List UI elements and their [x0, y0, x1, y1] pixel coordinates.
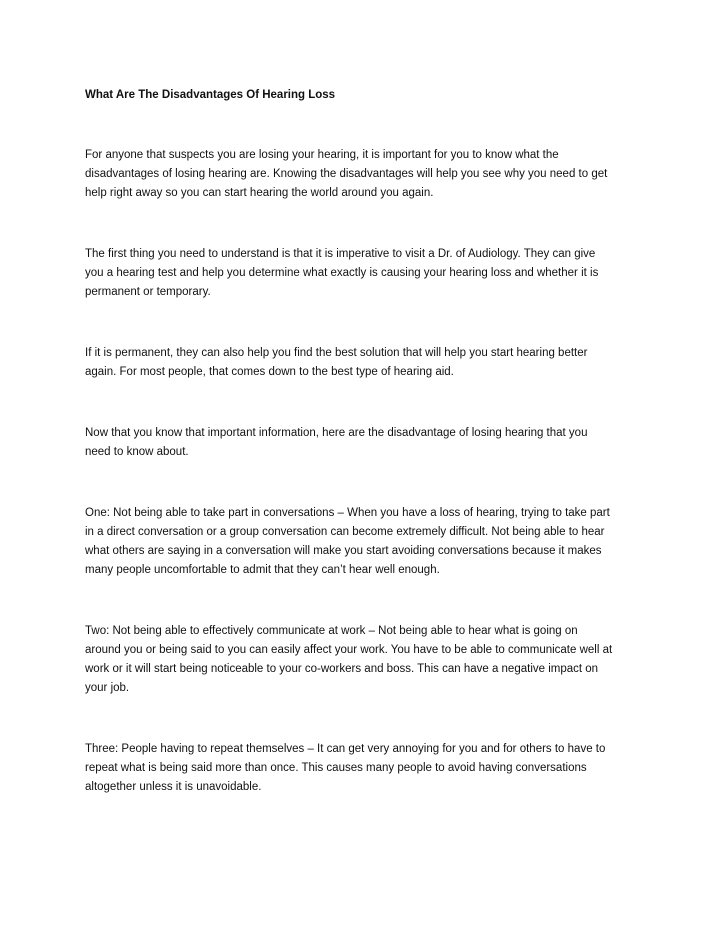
paragraph-line: many people uncomfortable to admit that they can’t hear well enough.	[85, 564, 440, 576]
paragraph-line: what others are saying in a conversation will make you start avoiding conversations because it makes	[85, 545, 602, 557]
paragraph-line: Now that you know that important information, here are the disadvantage of losing hearing that you	[85, 427, 588, 439]
paragraph-line: For anyone that suspects you are losing your hearing, it is important for you to know what the	[85, 149, 559, 161]
paragraph-audiology	[85, 245, 650, 302]
paragraph-line: Two: Not being able to effectively communicate at work – Not being able to hear what is going on	[85, 625, 578, 637]
paragraph-line: If it is permanent, they can also help you find the best solution that will help you start hearing better	[85, 347, 588, 359]
paragraph-line: need to know about.	[85, 446, 189, 458]
paragraph-line: permanent or temporary.	[85, 286, 211, 298]
paragraph-point-three	[85, 740, 650, 797]
paragraph-line: again. For most people, that comes down to the best type of hearing aid.	[85, 366, 454, 378]
paragraph-line: The first thing you need to understand is that it is imperative to visit a Dr. of Audiology. They can give	[85, 248, 596, 260]
paragraph-line: work or it will start being noticeable to your co-workers and boss. This can have a negative impact on	[85, 663, 599, 675]
paragraph-line: you a hearing test and help you determine what exactly is causing your hearing loss and whether it is	[85, 267, 599, 279]
paragraph-line: Three: People having to repeat themselves – It can get very annoying for you and for others to have to	[85, 743, 606, 755]
paragraph-line: altogether unless it is unavoidable.	[85, 781, 262, 793]
paragraph-transition	[85, 424, 650, 462]
paragraph-line: disadvantages of losing hearing are. Knowing the disadvantages will help you see why you need to get	[85, 168, 608, 180]
paragraph-point-one	[85, 504, 650, 580]
paragraph-line: repeat what is being said more than once. This causes many people to avoid having conversations	[85, 762, 587, 774]
paragraph-point-two	[85, 622, 650, 698]
document-body	[85, 86, 650, 839]
paragraph-permanent	[85, 344, 650, 382]
paragraph-line: around you or being said to you can easily affect your work. You have to be able to communicate well at	[85, 644, 613, 656]
document-title: What Are The Disadvantages Of Hearing Loss	[85, 89, 336, 101]
paragraph-line: help right away so you can start hearing the world around you again.	[85, 187, 434, 199]
paragraph-line: your job.	[85, 682, 130, 694]
paragraph-intro	[85, 146, 650, 203]
paragraph-line: in a direct conversation or a group conversation can become extremely difficult. Not being able to hear	[85, 526, 605, 538]
paragraph-line: One: Not being able to take part in conversations – When you have a loss of hearing, trying to take part	[85, 507, 610, 519]
